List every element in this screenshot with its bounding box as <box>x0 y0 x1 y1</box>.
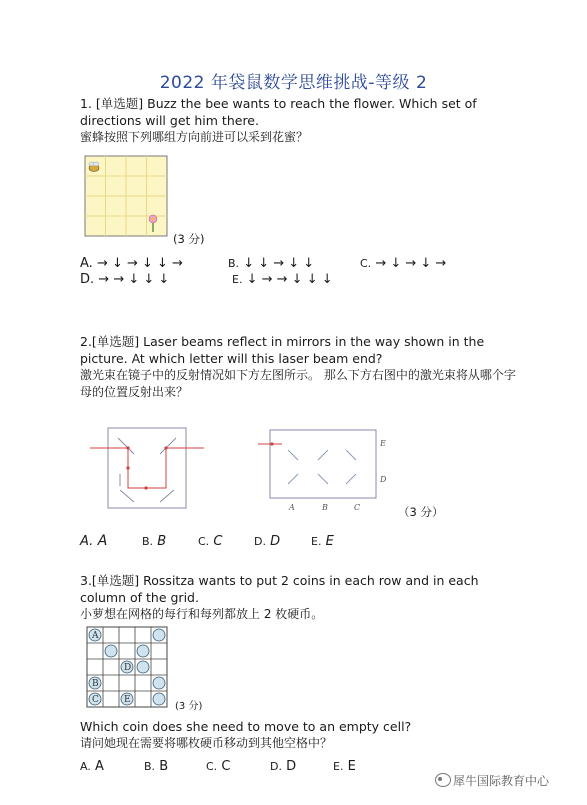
q1-option-a[interactable]: A. → ↓ → ↓ ↓ → <box>80 256 183 271</box>
bee-grid-figure <box>85 156 167 236</box>
fig-label-e: E <box>380 439 386 448</box>
coin-grid-figure <box>87 627 167 707</box>
watermark-logo <box>435 766 583 796</box>
question-2-points: （3 分） <box>398 505 444 519</box>
bee-icon <box>89 162 99 172</box>
q2-option-e[interactable]: E. E <box>311 534 334 549</box>
wechat-icon <box>435 773 451 787</box>
fig-label-a: A <box>289 503 295 512</box>
question-3-followup-chinese: 请问她现在需要将哪枚硬币移动到其他空格中？ <box>80 736 333 750</box>
q1-option-c[interactable]: C. → ↓ → ↓ → <box>360 256 447 271</box>
q1-option-d[interactable]: D. → → ↓ ↓ ↓ <box>80 272 170 287</box>
coin-label-a: A <box>92 631 99 641</box>
laser-example-figure <box>90 428 204 508</box>
question-3-followup-english: Which coin does she need to move to an empty cell? <box>80 719 412 734</box>
question-1-english: 1. [单选题] Buzz the bee wants to reach the flower. Which set of directions will get him there. <box>80 96 477 128</box>
question-1-text <box>80 95 520 146</box>
coin-label-d: D <box>124 663 132 673</box>
question-2-english: 2.[单选题] Laser beams reflect in mirrors in the way shown in the picture. At which letter will this laser beam end? <box>80 334 485 366</box>
question-3-text <box>80 572 520 623</box>
q2-option-c[interactable]: C. C <box>198 534 223 549</box>
q2-option-a[interactable]: A. A <box>80 533 108 549</box>
fig-label-b: B <box>322 503 328 512</box>
fig-label-d: D <box>380 475 387 484</box>
fig-label-c: C <box>354 503 361 512</box>
q3-option-c[interactable]: C. C <box>206 759 231 774</box>
question-3-followup <box>80 718 520 752</box>
page-title: 2022 年袋鼠数学思维挑战-等级 2 <box>159 73 428 93</box>
question-2-text <box>80 333 520 401</box>
q2-option-b[interactable]: B. B <box>142 534 167 549</box>
question-3-english: 3.[单选题] Rossitza wants to put 2 coins in each row and in each column of the grid. <box>80 573 479 605</box>
coin-label-c: C <box>92 695 99 705</box>
question-2-chinese: 激光束在镜子中的反射情况如下方左图所示。 那么下方右图中的激光束将从哪个字母的位置反射出来？ <box>80 368 516 399</box>
q3-option-d[interactable]: D. D <box>270 759 297 774</box>
question-1-points: (3 分) <box>173 232 205 246</box>
q3-option-b[interactable]: B. B <box>144 759 169 774</box>
laser-puzzle-figure <box>258 430 388 514</box>
coin-label-b: B <box>92 679 99 689</box>
question-3-points: (3 分) <box>175 701 203 712</box>
q3-option-e[interactable]: E. E <box>333 759 356 774</box>
coin-label-e: E <box>124 695 131 705</box>
q1-option-b[interactable]: B. ↓ ↓ → ↓ ↓ <box>228 256 315 271</box>
watermark-text: 犀牛国际教育中心 <box>453 774 550 788</box>
q2-option-d[interactable]: D. D <box>254 534 281 549</box>
question-3-chinese: 小萝想在网格的每行和每列都放上 2 枚硬币。 <box>80 607 324 621</box>
q3-option-a[interactable]: A. A <box>80 759 104 774</box>
q1-option-e[interactable]: E. ↓ → → ↓ ↓ ↓ <box>232 272 333 287</box>
question-1-chinese: 蜜蜂按照下列哪组方向前进可以采到花蜜？ <box>80 130 309 144</box>
